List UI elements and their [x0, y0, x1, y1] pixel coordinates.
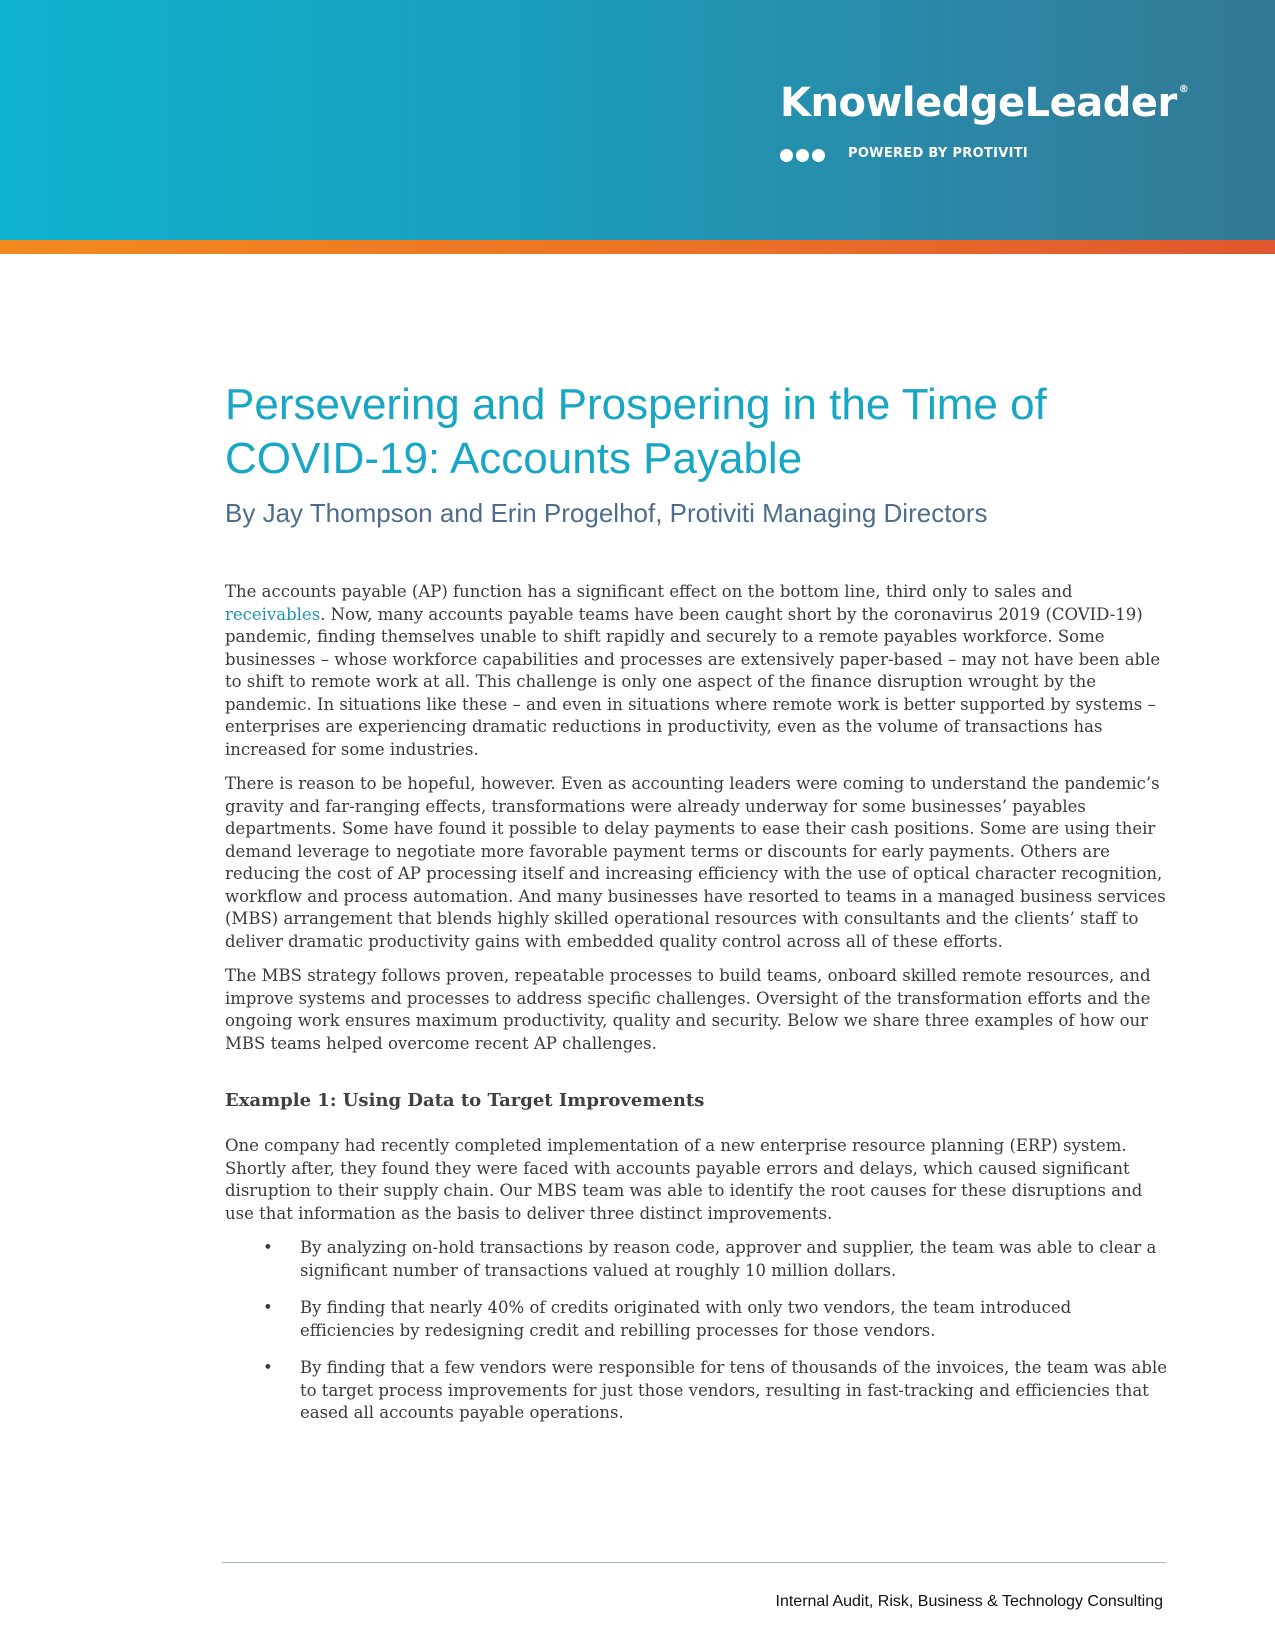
list-item: • By finding that a few vendors were responsible for tens of thousands of the invoices, the team was able to target process improvements for just those vendors, resulting in fast-tracking and efficiencies that eased all accounts payable operations.: [263, 1358, 1167, 1422]
article-body: [225, 581, 1168, 1440]
protiviti-dots-icon: [780, 147, 828, 166]
bullet-icon: •: [263, 1238, 273, 1257]
page-title: Persevering and Prospering in the Time of COVID-19: Accounts Payable: [225, 380, 1047, 483]
section-heading: Example 1: Using Data to Target Improvements: [225, 1090, 705, 1111]
byline: By Jay Thompson and Erin Progelhof, Protiviti Managing Directors: [225, 498, 988, 528]
section-paragraph: One company had recently completed implementation of a new enterprise resource planning (ERP) system. Shortly after, they found they were faced with accounts payable errors and delays, which caused significant disruption to their supply chain. Our MBS team was able to identify the root causes for these disruptions and use that information as the basis to deliver three distinct improvements.: [225, 1136, 1143, 1223]
list-item: • By finding that nearly 40% of credits originated with only two vendors, the team introduced efficiencies by redesigning credit and rebilling processes for those vendors.: [263, 1298, 1072, 1340]
intro-paragraph: The accounts payable (AP) function has a significant effect on the bottom line, third only to sales and receivables. Now, many accounts payable teams have been caught short by the coronavirus 2019 (COVID-19) pandemic, finding themselves unable to shift rapidly and securely to a remote payables workforce. Some businesses – whose workforce capabilities and processes are extensively paper-based – may not have been able to shift to remote work at all. This challenge is only one aspect of the finance disruption wrought by the pandemic. In situations like these – and even in situations where remote work is better supported by systems – enterprises are experiencing dramatic reductions in productivity, even as the volume of transactions has increased for some industries.: [225, 582, 1161, 759]
header-banner: [0, 0, 1275, 240]
receivables-link[interactable]: receivables: [225, 604, 321, 624]
bullet-icon: •: [263, 1358, 273, 1377]
bullet-icon: •: [263, 1298, 273, 1317]
footer-text: Internal Audit, Risk, Business & Technology Consulting: [775, 1593, 1163, 1610]
registered-mark: ®: [1178, 84, 1189, 95]
paragraph-3: The MBS strategy follows proven, repeatable processes to build teams, onboard skilled remote resources, and improve systems and processes to address specific challenges. Oversight of the transformation efforts and the ongoing work ensures maximum productivity, quality and security. Below we share three examples of how our MBS teams helped overcome recent AP challenges.: [225, 966, 1151, 1053]
paragraph-2: There is reason to be hopeful, however. Even as accounting leaders were coming to understand the pandemic’s gravity and far-ranging effects, transformations were already underway for some businesses’ payables departments. Some have found it possible to delay payments to ease their cash positions. Some are using their demand leverage to negotiate more favorable payment terms or discounts for early payments. Others are reducing the cost of AP processing itself and increasing efficiency with the use of optical character recognition, workflow and process automation. And many businesses have resorted to teams in a managed business services (MBS) arrangement that blends highly skilled operational resources with consultants and the clients’ staff to deliver dramatic productivity gains with embedded quality control across all of these efforts.: [225, 774, 1166, 951]
list-item: • By analyzing on-hold transactions by reason code, approver and supplier, the team was able to clear a significant number of transactions valued at roughly 10 million dollars.: [263, 1238, 1157, 1280]
footer-divider: [222, 1562, 1166, 1563]
powered-by-tagline: POWERED BY PROTIVITI: [848, 146, 1029, 161]
brand-name: KnowledgeLeader: [780, 80, 1177, 126]
bullet-list: [225, 1237, 1168, 1425]
accent-bar: [0, 240, 1275, 254]
knowledgeleader-logo[interactable]: [780, 80, 1188, 126]
